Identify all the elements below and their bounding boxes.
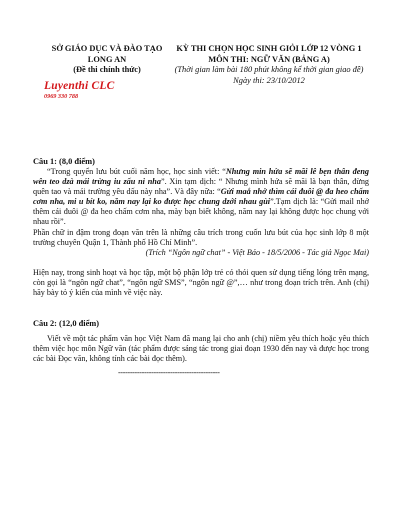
exam-title: KỲ THI CHỌN HỌC SINH GIỎI LỚP 12 VÒNG 1 bbox=[176, 44, 362, 53]
question1-paragraph2: Phần chữ in đậm trong đoạn văn trên là những câu trích trong cuốn lưu bút của học sinh lớp 8 một trường chuyên Quận 1, Thành phố Hồ Chí Minh”. bbox=[33, 227, 372, 247]
watermark-logo bbox=[44, 80, 134, 100]
end-divider: ------------------------------------------- bbox=[118, 368, 220, 377]
question2-title: Câu 2: (12,0 điểm) bbox=[33, 319, 100, 328]
question1-source: (Trích “Ngôn ngữ chat” - Việt Báo - 18/5/2006 - Tác giả Ngọc Mai) bbox=[145, 247, 369, 257]
exam-header bbox=[158, 44, 380, 86]
exam-duration: (Thời gian làm bài 180 phút không kể thời gian giao đề) bbox=[174, 65, 364, 75]
logo-phone: 0969 330 788 bbox=[44, 93, 79, 100]
official-note: (Đề thi chính thức) bbox=[73, 65, 141, 75]
passage-text: “Trong quyển lưu bút cuối năm học, học sinh viết: “ bbox=[47, 167, 226, 176]
exam-subject: MÔN THI: NGỮ VĂN (BẢNG A) bbox=[208, 54, 330, 64]
department-name: SỞ GIÁO DỤC VÀ ĐÀO TẠO bbox=[51, 44, 163, 53]
passage-bold-quote: Gửi maắ nhớ thìm cái đuôi @ đa heo chấm cơm nha, mi u bít ko, năm nay lại ko được học chung dzới nhau gùi bbox=[33, 187, 372, 207]
question1-task: Hiện nay, trong sinh hoạt và học tập, một bộ phận lớp trẻ có thói quen sử dụng tiếng lóng trên mạng, còn gọi là “ngôn ngữ chat”, “ngôn ngữ SMS”, “ngôn ngữ @”,… như trong đoạn trích trên. Anh (chị) hãy bày tỏ ý kiến của mình về việc này. bbox=[33, 268, 372, 298]
passage-text: ”.Tạm dịch là: “Gửi mail nhớ thêm cái đuôi @ đa heo chấm cơm nha, mày bạn biết không, năm nay lại không được học chung với nhau rồi”. bbox=[33, 197, 372, 227]
question1-passage bbox=[33, 167, 372, 258]
exam-date: Ngày thi: 23/10/2012 bbox=[233, 75, 305, 85]
logo-brand: Luyenthi CLC bbox=[44, 80, 115, 92]
question1-title: Câu 1: (8,0 điểm) bbox=[33, 157, 95, 166]
province-name: LONG AN bbox=[87, 54, 127, 64]
passage-bold-quote: Nhưng min hứa sẽ mãi lê bẹn thân đeng wên teo dzà mái trừng iu zấu ni nha bbox=[33, 167, 372, 187]
passage-text: ”. Xin tạm dịch: “ Nhưng mình hứa sẽ mãi là bạn thân, đừng quên tao và mái trường yêu dấu này nha”. Và đây nữa: “ bbox=[33, 177, 372, 197]
question1-paragraph1 bbox=[33, 167, 372, 228]
question2-body: Viết về một tác phẩm văn học Việt Nam đã mang lại cho anh (chị) niềm yêu thích hoặc yêu thích thêm việc học môn Ngữ văn (tác phẩm được sáng tác trong giai đoạn 1930 đến nay và được học trong các bài Đọc văn, không tính các bài đọc thêm). bbox=[33, 334, 372, 364]
